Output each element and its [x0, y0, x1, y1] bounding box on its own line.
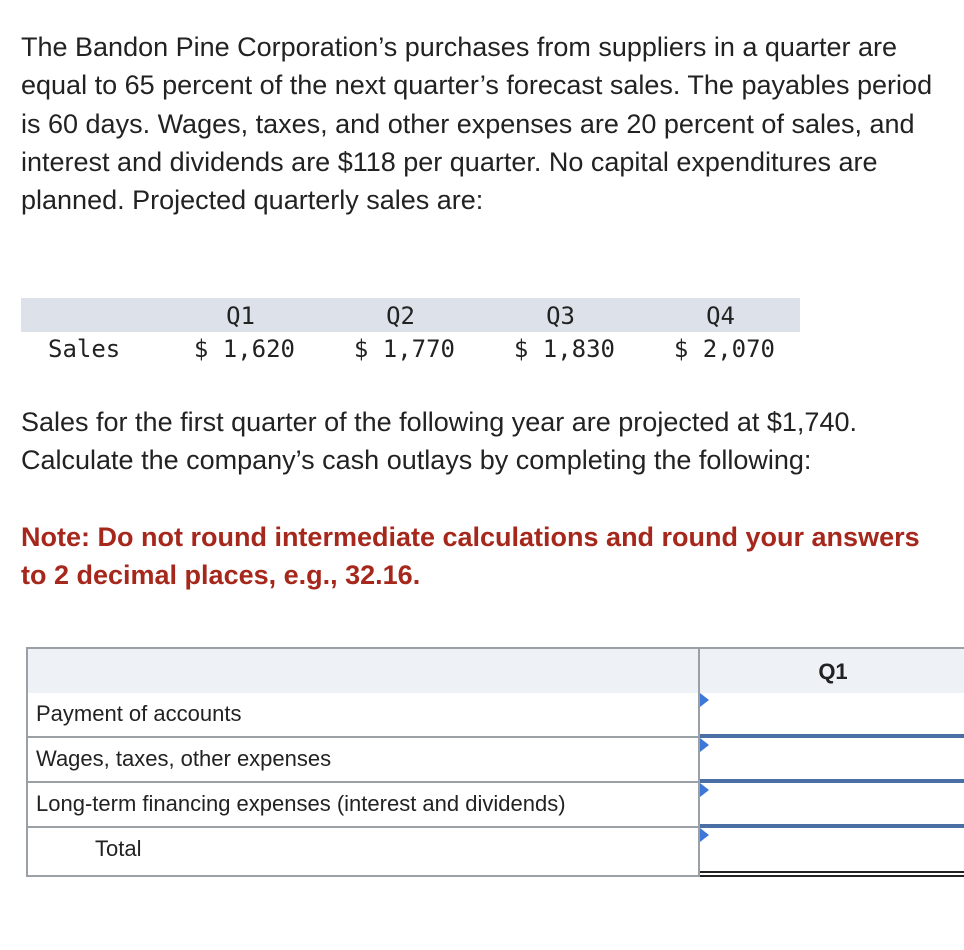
sales-header-q3: Q3	[546, 302, 575, 330]
sales-header-q1: Q1	[226, 302, 255, 330]
sales-row-label: Sales	[48, 335, 121, 363]
cash-outlays-table	[26, 647, 964, 877]
rounding-note: Note: Do not round intermediate calculations and round your answers to 2 decimal places, e.g., 32.16.	[21, 522, 920, 591]
row-label-wages-taxes: Wages, taxes, other expenses	[36, 746, 332, 771]
row-label-payment-of-accounts: Payment of accounts	[36, 701, 242, 726]
payment-of-accounts-input[interactable]	[700, 693, 964, 736]
sales-value-q1: $ 1,620	[193, 335, 295, 363]
sales-value-q2: $ 1,770	[353, 335, 455, 363]
table-row-payment-of-accounts	[26, 693, 964, 738]
row-label-total: Total	[95, 836, 142, 861]
table-row-wages-taxes	[26, 738, 964, 783]
sales-value-q4: $ 2,070	[673, 335, 775, 363]
total-input[interactable]	[700, 828, 964, 875]
table-row-long-term-financing	[26, 783, 964, 828]
input-cell-total	[698, 828, 964, 875]
input-cell-wages-taxes	[698, 738, 964, 781]
input-cell-long-term-financing	[698, 783, 964, 826]
wages-taxes-input[interactable]	[700, 738, 964, 781]
problem-followup: Sales for the first quarter of the following year are projected at $1,740. Calculate the company’s cash outlays by completing the following:	[21, 407, 857, 476]
sales-header-q2: Q2	[386, 302, 415, 330]
row-label-long-term-financing: Long-term financing expenses (interest and dividends)	[36, 791, 566, 816]
total-double-underline	[700, 871, 964, 877]
long-term-financing-input[interactable]	[700, 783, 964, 826]
column-header-q1: Q1	[698, 649, 964, 695]
table-header-row	[26, 647, 964, 693]
table-row-total	[26, 828, 964, 877]
sales-header-q4: Q4	[706, 302, 735, 330]
problem-intro: The Bandon Pine Corporation’s purchases from suppliers in a quarter are equal to 65 percent of the next quarter’s forecast sales. The payables period is 60 days. Wages, taxes, and other expenses are 20 percent of sales, and interest and dividends are $118 per quarter. No capital expenditures are planned. Projected quarterly sales are:	[21, 32, 933, 216]
sales-value-q3: $ 1,830	[513, 335, 615, 363]
input-cell-payment-of-accounts	[698, 693, 964, 736]
